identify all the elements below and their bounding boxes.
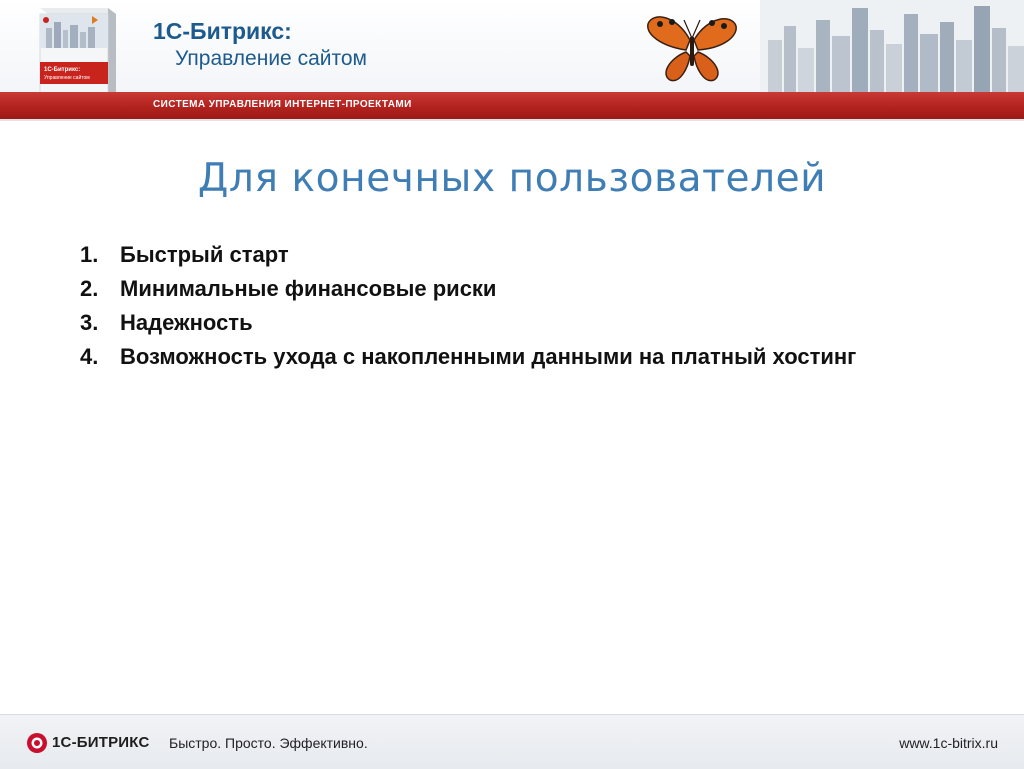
list-item-number: 4. [80, 344, 99, 369]
svg-text:Управление сайтом: Управление сайтом [44, 75, 90, 81]
list-item-text: Надежность [120, 310, 253, 335]
list-item-text: Минимальные финансовые риски [120, 276, 497, 301]
list-item-number: 2. [80, 276, 99, 301]
benefits-list [80, 238, 900, 374]
svg-text:1С-Битрикс:: 1С-Битрикс: [44, 67, 81, 73]
list-item [80, 238, 900, 272]
list-item [80, 340, 900, 374]
list-item-text: Возможность ухода с накопленными данными на платный хостинг [120, 344, 857, 369]
footer-website: www.1c-bitrix.ru [899, 735, 998, 751]
list-item-number: 3. [80, 310, 99, 335]
city-skyline-image [760, 0, 1024, 92]
footer-logo-text: 1С-БИТРИКС [52, 734, 150, 751]
butterfly-icon [646, 10, 738, 86]
footer-slogan: Быстро. Просто. Эффективно. [169, 735, 368, 751]
bitrix-logo-icon [26, 732, 48, 754]
list-item-number: 1. [80, 242, 99, 267]
header-divider [0, 119, 1024, 121]
list-item-text: Быстрый старт [120, 242, 289, 267]
list-item [80, 272, 900, 306]
brand-subtitle: Управление сайтом [175, 47, 367, 70]
slide-footer [0, 714, 1024, 769]
slide-header [0, 0, 1024, 121]
list-item [80, 306, 900, 340]
brand-title: 1С-Битрикс: [153, 18, 292, 44]
slide-title: Для конечных пользователей [197, 156, 827, 201]
header-tagline: СИСТЕМА УПРАВЛЕНИЯ ИНТЕРНЕТ-ПРОЕКТАМИ [153, 99, 412, 110]
